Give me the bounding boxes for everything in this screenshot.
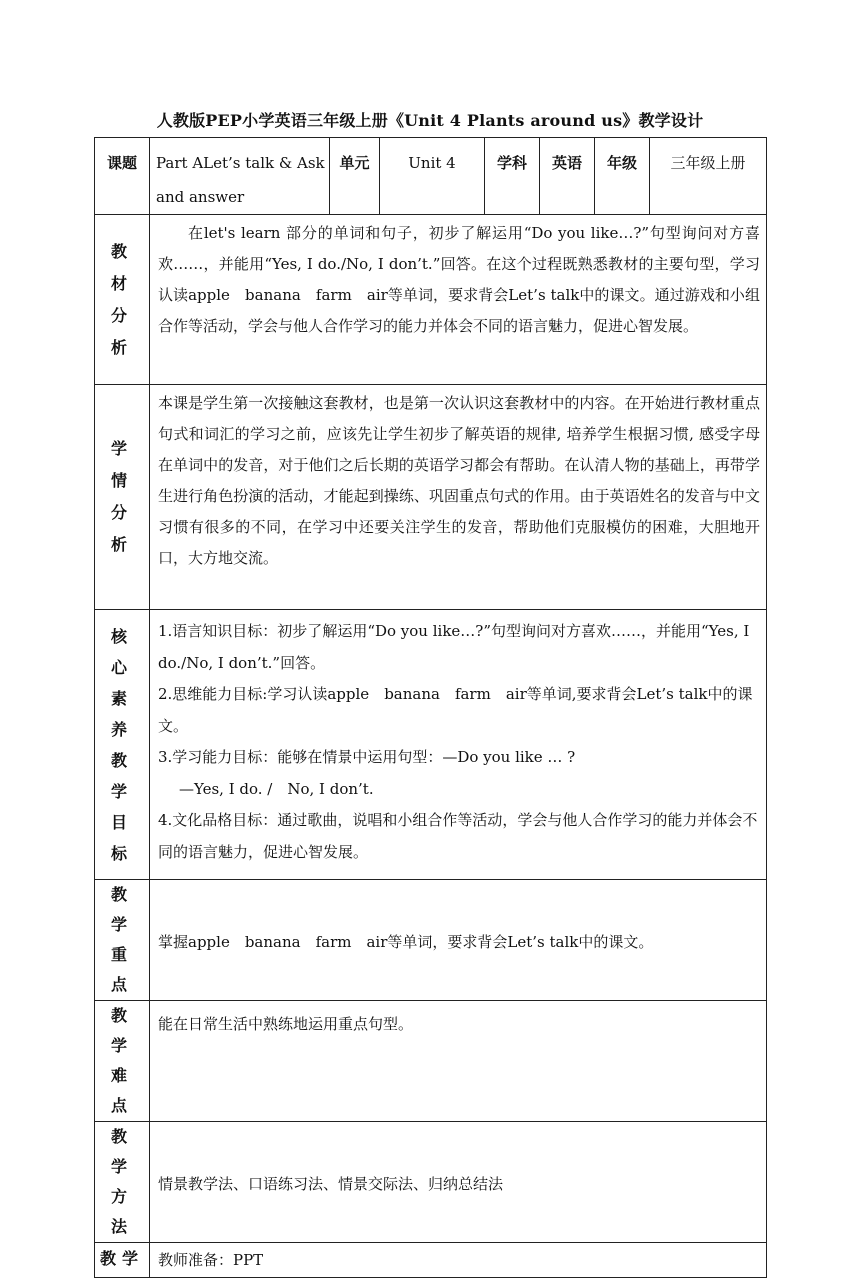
document-title: 人教版PEP小学英语三年级上册《Unit 4 Plants around us》教学设计 (156, 111, 704, 130)
difficulties-text: 能在日常生活中熟练地运用重点句型。 (150, 1001, 767, 1122)
methods-text: 情景教学法、口语练习法、情景交际法、归纳总结法 (150, 1122, 767, 1243)
lesson-plan-table (94, 137, 767, 1278)
key-points-text: 掌握apple banana farm air等单词，要求背会Let’s talk中的课文。 (150, 880, 767, 1001)
core-goals-row (95, 610, 767, 880)
difficulties-row (95, 1001, 767, 1122)
grade-value: 三年级上册 (650, 138, 767, 215)
goal-item-thinking: 2.思维能力目标:学习认读apple banana farm air等单词,要求背会Let’s talk中的课文。 (158, 685, 753, 735)
student-analysis-label: 学情分析 (95, 385, 150, 610)
methods-label: 教学方法 (95, 1122, 150, 1243)
material-analysis-text: 在let's learn 部分的单词和句子，初步了解运用“Do you like…?”句型询问对方喜欢……，并能用“Yes, I do./No, I don’t.”回答。在这个过程既熟悉教材的主要句型，学习认读apple banana farm air等单词，要求背会Let’s talk中的课文。通过游戏和小组合作等活动，学会与他人合作学习的能力并体会不同的语言魅力，促进心智发展。 (150, 215, 767, 385)
goal-item-language: 1.语言知识目标：初步了解运用“Do you like…?”句型询问对方喜欢……，并能用“Yes, I do./No, I don’t.”回答。 (158, 622, 750, 672)
grade-label: 年级 (595, 138, 650, 215)
prep-row (95, 1243, 767, 1278)
subject-value: 英语 (540, 138, 595, 215)
prep-text: 教师准备：PPT (150, 1243, 767, 1278)
unit-label: 单元 (330, 138, 380, 215)
student-analysis-row (95, 385, 767, 610)
material-analysis-label: 教材分析 (95, 215, 150, 385)
material-analysis-row (95, 215, 767, 385)
unit-value: Unit 4 (380, 138, 485, 215)
subject-label: 学科 (485, 138, 540, 215)
goal-item-culture: 4.文化品格目标：通过歌曲，说唱和小组合作等活动，学会与他人合作学习的能力并体会不同的语言魅力，促进心智发展。 (158, 811, 758, 861)
topic-value: Part ALet’s talk & Ask and answer (150, 138, 330, 215)
goal-item-learning: 3.学习能力目标：能够在情景中运用句型：—Do you like … ? (158, 748, 576, 766)
topic-label: 课题 (95, 138, 150, 215)
methods-row (95, 1122, 767, 1243)
core-goals-label: 核心素养教学目标 (95, 610, 150, 880)
core-goals-content (150, 610, 767, 880)
student-analysis-text: 本课是学生第一次接触这套教材，也是第一次认识这套教材中的内容。在开始进行教材重点句式和词汇的学习之前，应该先让学生初步了解英语的规律, 培养学生根据习惯, 感受字母在单词中的发音，对于他们之后长期的英语学习都会有帮助。在认清人物的基础上，再带学生进行角色扮演的活动，才能起到操练、巩固重点句式的作用。由于英语姓名的发音与中文习惯有很多的不同，在学习中还要关注学生的发音，帮助他们克服模仿的困难，大胆地开口，大方地交流。 (150, 385, 767, 610)
goal-item-learning-answer: —Yes, I do. / No, I don’t. (179, 779, 374, 798)
header-row (95, 138, 767, 215)
key-points-label: 教学重点 (95, 880, 150, 1001)
prep-label: 教学 (95, 1243, 150, 1278)
difficulties-label: 教学难点 (95, 1001, 150, 1122)
key-points-row (95, 880, 767, 1001)
